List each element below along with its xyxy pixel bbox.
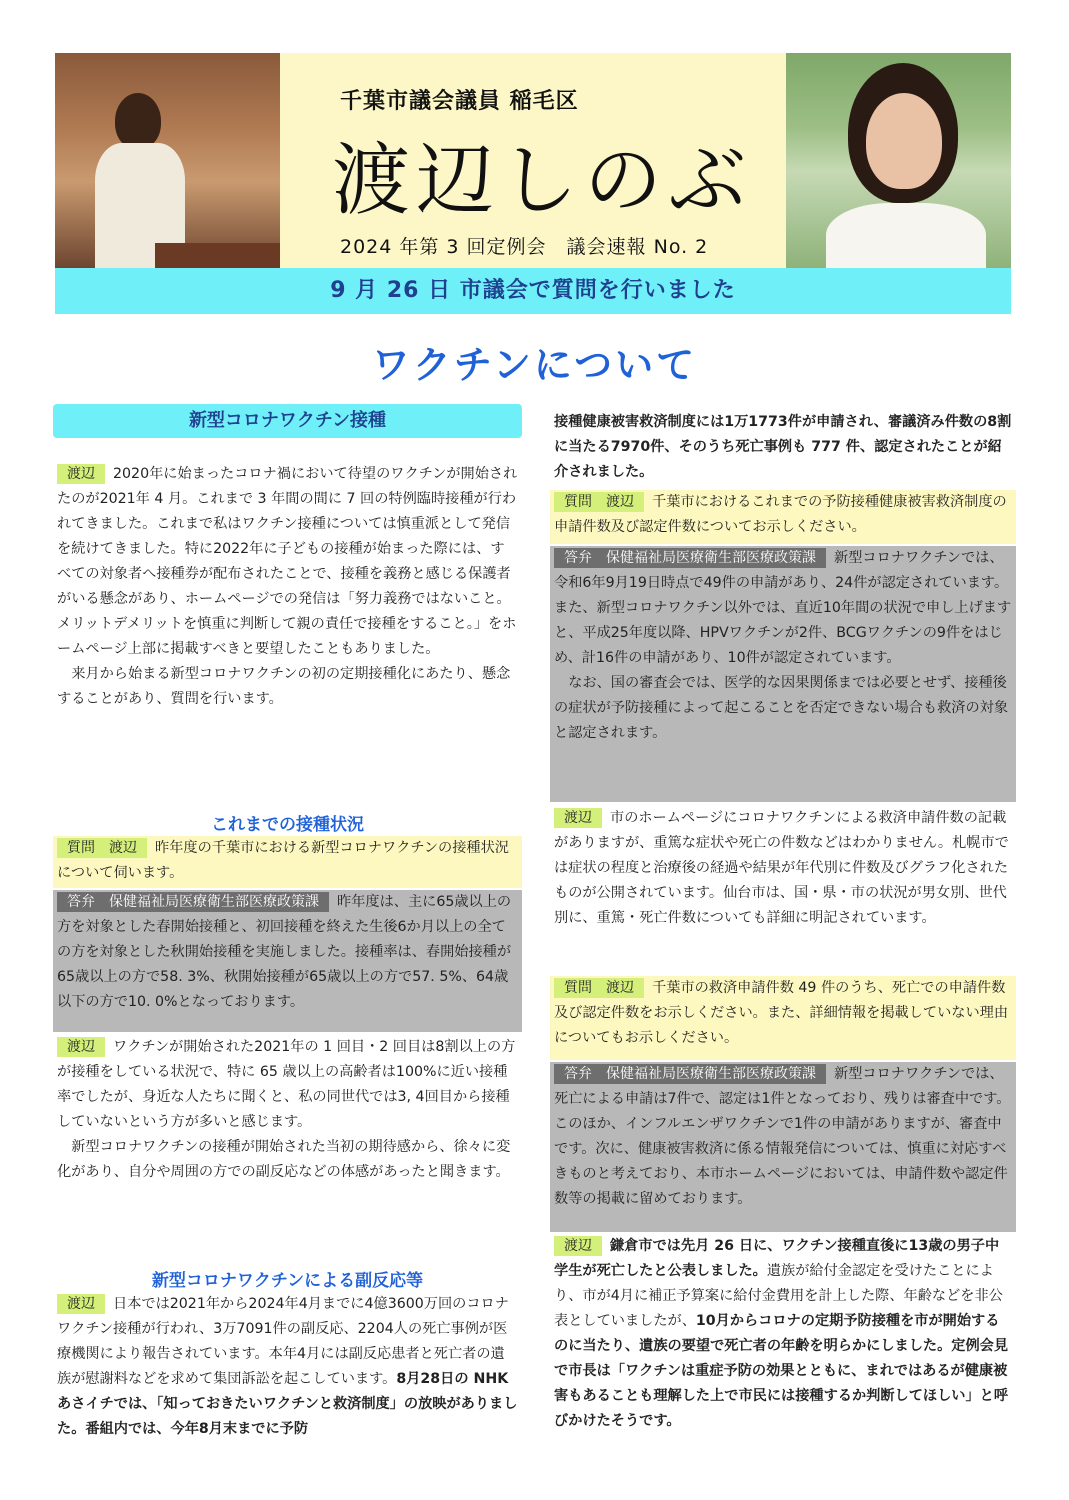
answer-text: 新型コロナワクチンでは、死亡による申請は7件で、認定は1件となっており、残りは審査中です。このほか、インフルエンザワクチンで1件の申請がありますが、審査中です。次に、健康被害救済に係る情報発信については、慎重に対応すべきものと考えており、本市ホームページにおいては、申請件数や認定件数等の掲載に留めております。: [554, 1066, 1011, 1207]
portrait-face: [866, 93, 942, 189]
question-block-2: [550, 490, 1016, 544]
comment-text: ワクチンが開始された2021年の 1 回目・2 回目は8割以上の方が接種をしている状況で、特に 65 歳以上の高齢者は100%に近い接種率でしたが、身近な人たちに聞くと、私の同世代では3, 4回目から接種していないという方が多いと感じます。: [57, 1039, 516, 1130]
speaker-tag: 渡辺: [57, 1037, 105, 1057]
subheading-status: これまでの接種状況: [211, 815, 364, 835]
speaker-tag: 渡辺: [554, 1236, 602, 1256]
question-block-1: [53, 836, 522, 888]
comment-block-4: [550, 1234, 1016, 1434]
speaker-tag: 渡辺: [57, 464, 105, 484]
intro-paragraph: [53, 462, 522, 712]
question-tag: 質問 渡辺: [554, 978, 644, 998]
comment-block-2: [53, 1292, 522, 1442]
answer-block-3: [550, 1062, 1016, 1232]
header-name: 渡辺しのぶ: [332, 136, 753, 226]
comment-block-3: [550, 806, 1016, 931]
question-tag: 質問 渡辺: [57, 838, 147, 858]
answer-tag: 答弁 保健福祉局医療衛生部医療政策課: [554, 548, 826, 568]
header-issue: 2024 年第 3 回定例会 議会速報 No. 2: [340, 236, 709, 258]
comment-text: 遺族が給付金認定を受けたことにより、市が4月に補正予算案に給付金費用を計上した際、年齢などを非公表としていましたが、: [554, 1263, 1003, 1329]
intro-text-2: 来月から始まる新型コロナワクチンの初の定期接種化にあたり、懸念することがあり、質問を行います。: [57, 666, 511, 707]
subheading-side-effects: 新型コロナワクチンによる副反応等: [151, 1271, 424, 1291]
person-head: [115, 93, 161, 149]
continued-text: 接種健康被害救済制度には1万1773件が申請され、審議済み件数の8割に当たる7970件、そのうち死亡事例も 777 件、認定されたことが紹介されました。: [554, 414, 1012, 480]
portrait-photo: [786, 53, 1011, 268]
answer-text-3: なお、国の審査会では、医学的な因果関係までは必要とせず、接種後の症状が予防接種によって起こることを否定できない場合も救済の対象と認定されます。: [554, 675, 1009, 741]
answer-tag: 答弁 保健福祉局医療衛生部医療政策課: [57, 892, 329, 912]
page-title: ワクチンについて: [371, 343, 698, 387]
date-banner: 9 月 26 日 市議会で質問を行いました: [55, 268, 1011, 314]
comment-text: 日本では2021年から2024年4月までに4億3600万回のコロナワクチン接種が行われ、3万7091件の副反応、2204人の死亡事例が医療機関により報告されています。本年4月には副反応患者と死亡者の遺族が慰謝料などを求めて集団訴訟を起こしています。: [57, 1296, 509, 1387]
answer-text: 昨年度は、主に65歳以上の方を対象とした春開始接種と、初回接種を終えた生後6か月以上の全ての方を対象とした秋開始接種を実施しました。接種率は、春開始接種が65歳以上の方で58. 3%、秋開始接種が65歳以上の方で57. 5%、64歳以下の方で10. 0%となっております。: [57, 894, 512, 1010]
question-text: 千葉市におけるこれまでの予防接種健康被害救済制度の申請件数及び認定件数についてお示しください。: [554, 494, 1007, 535]
answer-block-1: [53, 890, 522, 1032]
comment-text-2: 新型コロナワクチンの接種が開始された当初の期待感から、徐々に変化があり、自分や周囲の方での副反応などの体感があったと聞きます。: [57, 1139, 511, 1180]
comment-block-1: [53, 1035, 522, 1185]
comment-bold-text: 8月28日の NHK あさイチでは、「知っておきたいワクチンと救済制度」の放映がありました。番組内では、今年8月末までに予防: [57, 1371, 518, 1437]
comment-bold-text: 鎌倉市では先月 26 日に、ワクチン接種直後に13歳の男子中学生が死亡したと公表しました。: [554, 1238, 1000, 1279]
speaker-tag: 渡辺: [554, 808, 602, 828]
question-text: 千葉市の救済申請件数 49 件のうち、死亡での申請件数及び認定件数をお示しください。また、詳細情報を掲載していない理由についてもお示しください。: [554, 980, 1009, 1046]
council-photo: [55, 53, 280, 268]
answer-text-2: また、新型コロナワクチン以外では、直近10年間の状況で申し上げますと、平成25年度以降、HPVワクチンが2件、BCGワクチンの9件をはじめ、計16件の申請があり、10件が認定されています。: [554, 600, 1012, 666]
speaker-tag: 渡辺: [57, 1294, 105, 1314]
podium: [155, 243, 280, 268]
question-text: 昨年度の千葉市における新型コロナワクチンの接種状況について伺います。: [57, 840, 509, 881]
answer-text: 新型コロナワクチンでは、令和6年9月19日時点で49件の申請があり、24件が認定されています。: [554, 550, 1009, 591]
answer-tag: 答弁 保健福祉局医療衛生部医療政策課: [554, 1064, 826, 1084]
answer-block-2: [550, 546, 1016, 802]
section-heading: 新型コロナワクチン接種: [53, 404, 522, 438]
comment-bold-text-2: 10月からコロナの定期予防接種を市が開始するのに当たり、遺族の要望で死亡者の年齢を明らかにしました。定例会見で市長は「ワクチンは重症予防の効果とともに、まれではあるが健康被害もあることも理解した上で市民には接種するか判断してほしい」と呼びかけたそうです。: [554, 1313, 1009, 1429]
question-tag: 質問 渡辺: [554, 492, 644, 512]
question-block-3: [550, 976, 1016, 1060]
header-subtitle: 千葉市議会議員 稲毛区: [340, 89, 579, 114]
intro-text: 2020年に始まったコロナ禍において待望のワクチンが開始されたのが2021年 4 月。これまで 3 年間の間に 7 回の特例臨時接種が行われてきました。これまで私はワクチン接種については慎重派として発信を続けてきました。特に2022年に子どもの接種が始まった際には、すべての対象者へ接種券が配布されたことで、接種を義務と感じる保護者がいる懸念があり、ホームページでの発信は「努力義務ではないこと。メリットデメリットを慎重に判断して親の責任で接種をすること。」をホームページ上部に掲載すべきと要望したこともありました。: [57, 466, 518, 657]
comment-text: 市のホームページにコロナワクチンによる救済申請件数の記載がありますが、重篤な症状や死亡の件数などはわかりません。札幌市では症状の程度と治療後の経過や結果が年代別に件数及びグラフ化されたものが公開されています。仙台市は、国・県・市の状況が男女別、世代別に、重篤・死亡件数についても詳細に明記されています。: [554, 810, 1009, 926]
